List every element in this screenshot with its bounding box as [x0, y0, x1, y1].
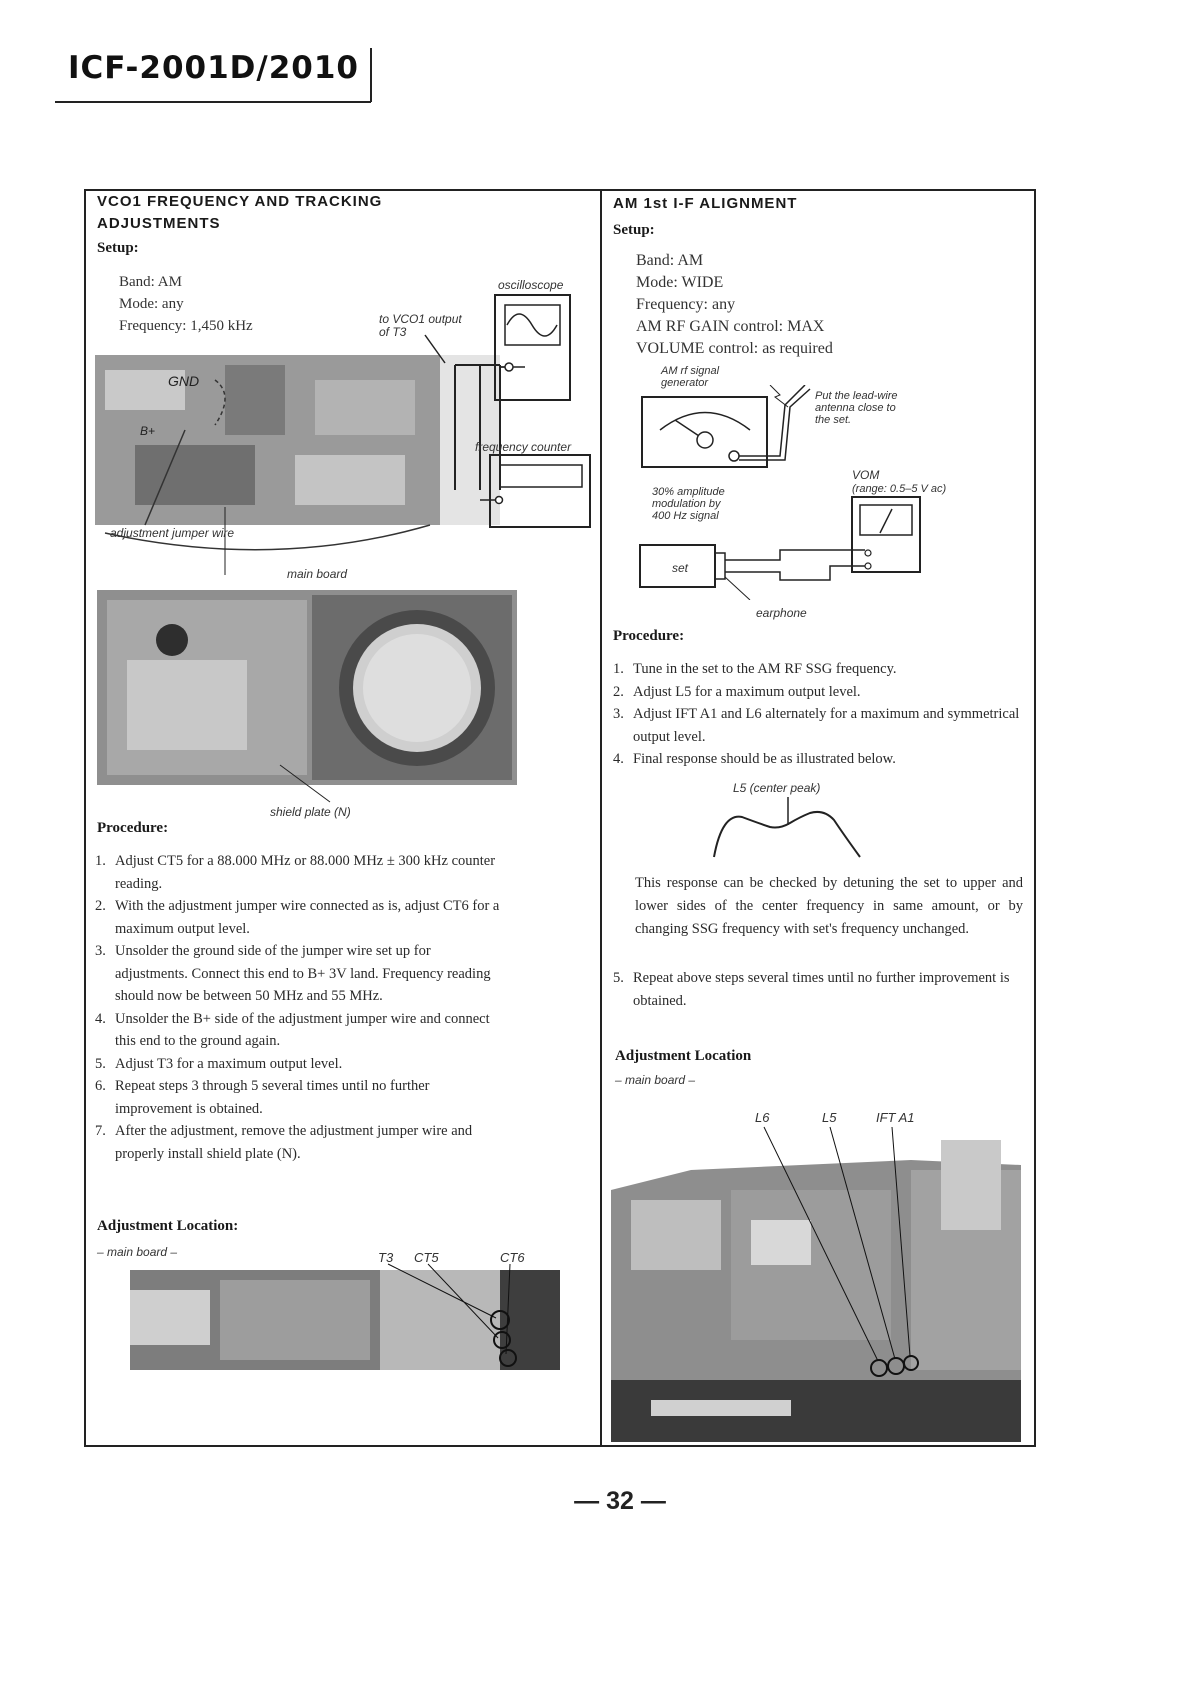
setup-rf-gain: AM RF GAIN control: MAX	[636, 318, 825, 335]
counter-display	[500, 465, 582, 487]
left-procedure-list	[95, 850, 503, 1165]
modulation-label-2: modulation by	[652, 498, 721, 510]
right-procedure-label: Procedure:	[613, 628, 685, 644]
ssg-label-2: generator	[661, 377, 709, 389]
response-curve	[700, 795, 900, 860]
proc-step: 7. After the adjustment, remove the adjustment jumper wire and properly install shield plate (N).	[95, 1123, 473, 1162]
header-rule	[55, 101, 371, 103]
right-procedure-list	[613, 658, 1023, 771]
response-note: This response can be checked by detuning the set to upper and lower sides of the center frequency in same amount, or by changing SSG frequency with set's frequency unchanged.	[635, 875, 1023, 937]
to-vco-label-1: to VCO1 output	[379, 312, 462, 326]
setup-band: Band: AM	[636, 252, 704, 269]
set-label: set	[672, 561, 689, 575]
oscilloscope-label: oscilloscope	[498, 278, 564, 292]
proc-step: 6. Repeat steps 3 through 5 several times until no further improvement is obtained.	[95, 1078, 430, 1117]
to-vco-label-2: of T3	[379, 325, 407, 339]
setup-mode: Mode: any	[119, 296, 184, 312]
setup-volume: VOLUME control: as required	[636, 340, 833, 357]
antenna-note-3: the set.	[815, 414, 852, 426]
modulation-label-1: 30% amplitude	[652, 486, 725, 498]
ssg-label-1: AM rf signal	[661, 365, 720, 377]
left-location-sub: – main board –	[97, 1245, 178, 1259]
earphone-label: earphone	[756, 606, 807, 620]
right-title: AM 1st I-F ALIGNMENT	[613, 195, 798, 212]
proc-step: 2. Adjust L5 for a maximum output level.	[613, 683, 861, 700]
header-rule-vertical	[370, 48, 372, 102]
frequency-counter-label: frequency counter	[475, 440, 572, 454]
left-location-label: Adjustment Location:	[97, 1218, 239, 1234]
modulation-label-3: 400 Hz signal	[652, 510, 719, 522]
frequency-counter-box	[490, 455, 590, 527]
setup-mode: Mode: WIDE	[636, 274, 724, 291]
proc-step: 3. Unsolder the ground side of the jumper wire set up for adjustments. Connect this end to B+ 3V land. Frequency reading should now be between 50 MHz and 55 MHz.	[95, 943, 491, 1004]
setup-frequency: Frequency: 1,450 kHz	[119, 318, 253, 334]
left-title-line2: ADJUSTMENTS	[97, 215, 221, 232]
l5-label: L5	[822, 1110, 837, 1125]
proc-step: 1. Adjust CT5 for a 88.000 MHz or 88.000 MHz ± 300 kHz counter reading.	[95, 853, 496, 892]
page-number: — 32 —	[574, 1487, 666, 1515]
right-setup-list	[636, 250, 833, 360]
left-title-line1: VCO1 FREQUENCY AND TRACKING	[97, 193, 383, 210]
main-board-photo	[97, 590, 517, 785]
proc-step: 4. Final response should be as illustrated below.	[613, 751, 896, 767]
proc-step: 4. Unsolder the B+ side of the adjustment jumper wire and connect this end to the ground again.	[95, 1010, 490, 1049]
right-location-leaders	[760, 1125, 920, 1370]
gnd-label: GND	[168, 373, 200, 389]
bplus-label: B+	[140, 424, 156, 438]
right-procedure-extra	[613, 967, 1023, 1012]
setup-band: Band: AM	[119, 274, 182, 290]
antenna-note-1: Put the lead-wire	[815, 390, 898, 402]
proc-step: 1. Tune in the set to the AM RF SSG frequency.	[613, 661, 897, 677]
left-procedure-label: Procedure:	[97, 820, 169, 836]
oscilloscope-box	[495, 295, 570, 400]
right-location-sub: – main board –	[615, 1073, 696, 1087]
proc-step: 5. Adjust T3 for a maximum output level.	[95, 1055, 343, 1072]
vom-range-label: (range: 0.5–5 V ac)	[852, 483, 947, 495]
l6-label: L6	[755, 1110, 770, 1125]
jumper-wire-label: adjustment jumper wire	[110, 526, 235, 540]
ct5-label: CT5	[414, 1250, 439, 1265]
right-location-label: Adjustment Location	[615, 1048, 752, 1064]
model-title: ICF-2001D/2010	[68, 50, 359, 86]
column-divider	[600, 189, 602, 1447]
shield-plate-label: shield plate (N)	[270, 805, 351, 819]
proc-step: 3. Adjust IFT A1 and L6 alternately for a maximum and symmetrical output level.	[613, 706, 1020, 745]
vom-label: VOM	[852, 468, 880, 482]
main-board-label: main board	[287, 567, 348, 581]
proc-step: 2. With the adjustment jumper wire connected as is, adjust CT6 for a maximum output level.	[95, 898, 500, 937]
left-location-leaders	[380, 1262, 530, 1362]
ct6-label: CT6	[500, 1250, 525, 1265]
right-setup-label: Setup:	[613, 222, 655, 238]
left-setup-label: Setup:	[97, 240, 139, 256]
ift-a1-label: IFT A1	[876, 1110, 915, 1125]
proc-step: 5. Repeat above steps several times until no further improvement is obtained.	[613, 970, 1010, 1009]
t3-label: T3	[378, 1250, 394, 1265]
antenna-note-2: antenna close to	[815, 402, 896, 414]
setup-frequency: Frequency: any	[636, 296, 736, 313]
response-label: L5 (center peak)	[733, 781, 821, 795]
shield-leader	[270, 760, 390, 810]
